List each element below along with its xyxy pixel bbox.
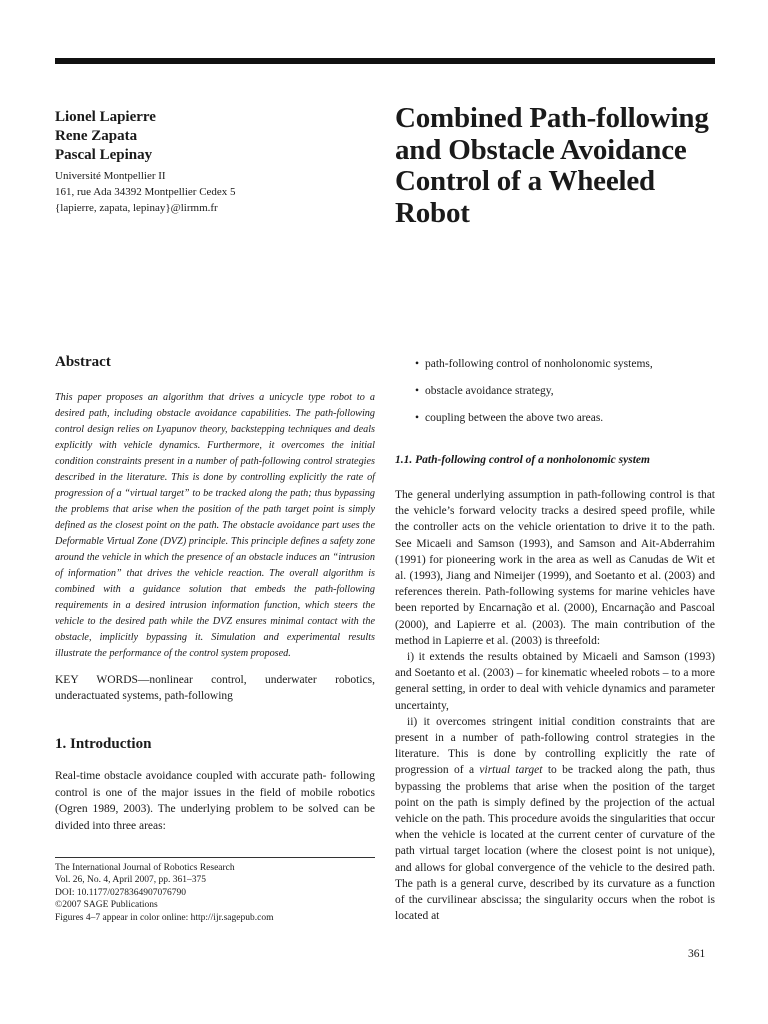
author-name: Rene Zapata [55,128,138,144]
affiliation-email: {lapierre, zapata, lepinay}@lirmm.fr [55,202,218,214]
list-item [395,410,715,426]
paper-title: Combined Path-following and Obstacle Avoidance Control of a Wheeled Robot [395,102,709,229]
subsection-body [395,487,715,924]
footnote-rule [55,857,375,858]
affiliation-line: Université Montpellier II [55,170,166,182]
affiliation [55,168,355,216]
list-item [395,383,715,399]
paragraph-text: ii) it overcomes stringent initial condition constraints that are present in a number of path-following control strategies in the literature. This is done by controlling explicitly the rate of progression of a [395,715,715,777]
paragraph: The general underlying assumption in path-following control is that the vehicle’s forward velocity tracks a desired speed profile, while the controller acts on the vehicle orientation to drive it to the path. See Micaeli and Samson (1993), and Samson and Ait-Abderrahim (1991) for pioneering work in the area as well as Canudas de Wit et al. (1993), Jiang and Nimeijer (1999), and Soetanto et al. (2003) and references therein. Path-following systems for marine vehicles have been reported by Encarnação et al. (2000), Encarnação and Pascoal (2000), and Lapierre et al. (2003). The main contribution of the method in Lapierre et al. (2003) is threefold: [395,489,715,647]
footnote-line: Vol. 26, No. 4, April 2007, pp. 361–375 [55,875,207,886]
list-item-text: coupling between the above two areas. [425,412,604,424]
abstract-heading: Abstract [55,354,111,370]
footnote-line: The International Journal of Robotics Research [55,863,235,873]
footnote-line: Figures 4–7 appear in color online: http://ijr.sagepub.com [55,912,274,923]
abstract-text: This paper proposes an algorithm that drives a unicycle type robot to a desired path, including obstacle avoidance capabilities. The path-following control design relies on Lyapunov theory, backstepping techniques and deals explicitly with vehicle dynamics. Furthermore, it overcomes the initial condition constraints present in a number of path-following control strategies described in the literature. This is done by controlling explicitly the rate of progression of a “virtual target” to be tracked along the path; thus bypassing the problems that arise when the position of the path target point is simply defined as the closest point on the path. The obstacle avoidance part uses the Deformable Virtual Zone (DVZ) principle. This principle defines a safety zone around the vehicle in which the presence of an obstacle induces an “intrusion of information” that drives the vehicle reaction. The overall algorithm is combined with a guidance solution that embeds the path-following requirements in a desired intrusion information function, which steers the vehicle to the desired path while the DVZ ensures minimal contact with the obstacle, implicitly bypassing it. Simulation and experimental results illustrate the performance of the control system proposed. [55,392,375,659]
paragraph-text: to be tracked along the path, thus bypassing the problems that arise when the position of the target point on the path is simply defined by the projection of the actual vehicle on the path. This procedure avoids the singularities that occur when the vehicle is located at the current center of curvature of the path virtual target location (where the closest point is not unique), and allows for global convergence of the vehicle to the desired path. The path is a general curve, described by its curvature as a function of the curvilinear abscissa; the singularity occurs when the robot is located at [395,764,715,923]
left-column [55,352,375,834]
affiliation-line: 161, rue Ada 34392 Montpellier Cedex 5 [55,186,236,198]
footnote-line: DOI: 10.1177/0278364907076790 [55,887,187,898]
bullet-icon: • [415,358,420,370]
introduction-text: Real-time obstacle avoidance coupled with accurate path- following control is one of the major issues in the field of mobile robotics (Ogren 1989, 2003). The underlying problem to be solved can be divided into three areas: [55,770,375,832]
list-item-text: path-following control of nonholonomic systems, [425,358,653,370]
emphasis-text: virtual target [479,764,543,777]
author-name: Lionel Lapierre [55,109,156,125]
list-item [395,356,715,372]
footnote [55,862,385,924]
author-block [55,108,355,216]
subsection-heading: 1.1. Path-following control of a nonholonomic system [395,454,650,466]
author-name: Pascal Lepinay [55,147,153,163]
bullet-icon: • [415,385,420,397]
list-item-text: obstacle avoidance strategy, [425,385,554,397]
footnote-line: ©2007 SAGE Publications [55,900,158,911]
keywords: KEY WORDS—nonlinear control, underwater robotics, underactuated systems, path-following [55,674,375,702]
bullet-icon: • [415,412,420,424]
top-rule [55,58,715,64]
right-column [395,352,715,924]
bullet-list [395,356,715,426]
paragraph: i) it extends the results obtained by Micaeli and Samson (1993) and Soetanto et al. (2003) – for kinematic wheeled robots – to a more general setting, in order to deal with vehicle dynamics and parameter uncertainty, [395,651,715,712]
paragraph [395,714,715,925]
introduction-heading: 1. Introduction [55,736,152,752]
page-number: 361 [688,948,706,960]
